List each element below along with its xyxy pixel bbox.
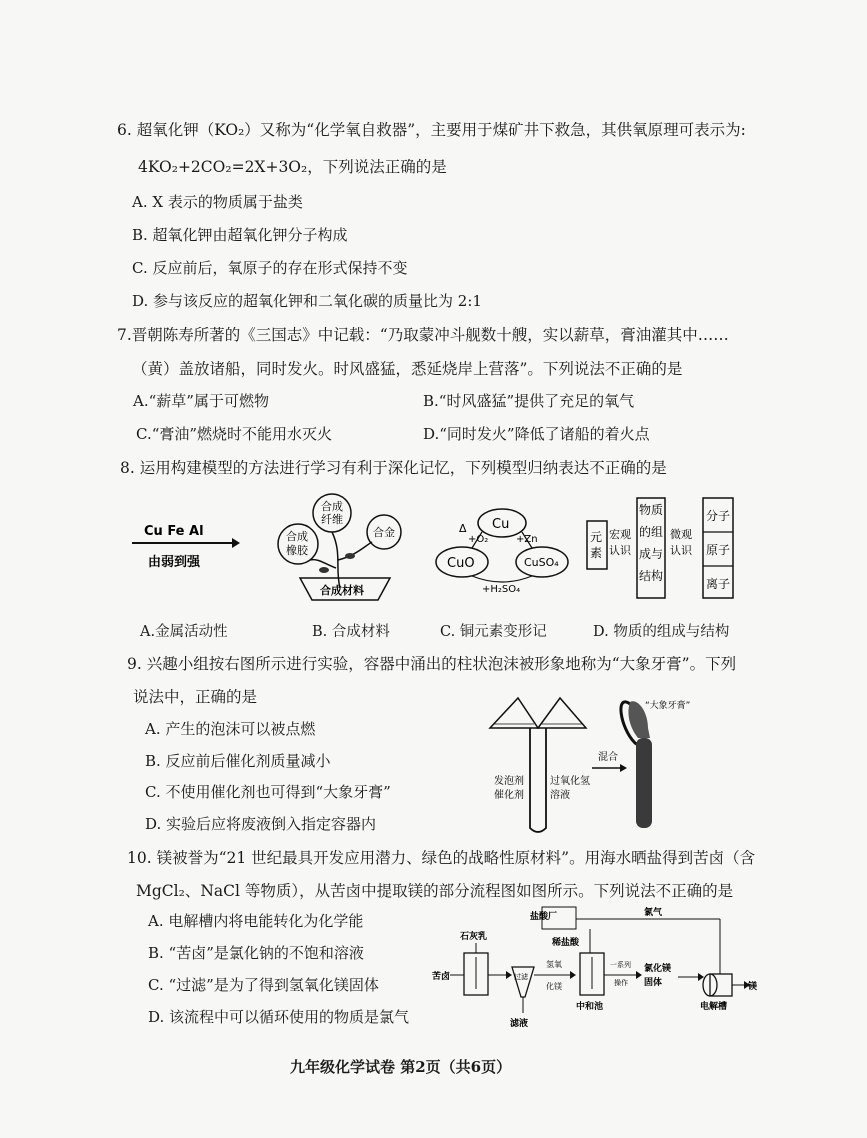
o2-label: +O₂ [468, 534, 489, 545]
svg-text:催化剂: 催化剂 [494, 790, 524, 801]
q8-models-figure [120, 488, 760, 613]
svg-text:溶液: 溶液 [550, 790, 570, 801]
q7-option-a: A.“薪草”属于可燃物 [133, 392, 269, 410]
q9-stem-line1: 9. 兴趣小组按右图所示进行实验，容器中涌出的柱状泡沫被形象地称为“大象牙膏”。下列 [127, 655, 737, 673]
svg-text:镁: 镁 [748, 982, 758, 992]
particle-atom: 原子 [706, 543, 731, 557]
q10-stem-line1: 10. 镁被誉为“21 世纪最具开发应用潜力、绿色的战略性原材料”。用海水晒盐得到苦卤（含 [127, 849, 756, 867]
particle-molecule: 分子 [706, 509, 731, 523]
fig-catalyst-label: 发泡剂 [494, 776, 524, 787]
q6-equation: 4KO₂+2CO₂=2X+3O₂，下列说法正确的是 [138, 158, 447, 176]
svg-text:电解槽: 电解槽 [700, 1002, 728, 1012]
page-footer: 九年级化学试卷 第2页（共6页） [290, 1058, 512, 1076]
model-a-caption: 由弱到强 [148, 555, 201, 570]
svg-text:一系列: 一系列 [610, 961, 631, 969]
q6-stem: 6. 超氧化钾（KO₂）又称为“化学氧自救器”，主要用于煤矿井下救急，其供氧原理可表示为: [117, 121, 746, 139]
svg-text:氯化镁: 氯化镁 [644, 964, 672, 974]
q9-option-b: B. 反应前后催化剂质量减小 [145, 752, 331, 770]
svg-text:中和池: 中和池 [576, 1002, 604, 1012]
q10-option-c: C. “过滤”是为了得到氢氧化镁固体 [148, 976, 379, 994]
svg-text:结构: 结构 [639, 569, 664, 583]
q8-caption-b: B. 合成材料 [312, 624, 390, 640]
q9-stem-line2: 说法中，正确的是 [133, 688, 258, 706]
model-a-metals: Cu Fe Al [144, 524, 204, 539]
h2so4-label: +H₂SO₄ [482, 584, 521, 595]
q10-option-a: A. 电解槽内将电能转化为化学能 [148, 912, 364, 930]
svg-text:成与: 成与 [639, 547, 664, 561]
svg-text:物质: 物质 [639, 503, 664, 517]
svg-text:纤维: 纤维 [321, 513, 343, 526]
svg-text:滤液: 滤液 [510, 1019, 529, 1029]
model-a-metal-activity [132, 524, 240, 570]
q8-caption-d: D. 物质的组成与结构 [593, 624, 730, 640]
heat-symbol: Δ [459, 522, 467, 535]
cuso4-label: CuSO₄ [524, 556, 559, 569]
particle-ion: 离子 [706, 577, 731, 591]
q7-stem-line1: 7.晋朝陈寿所著的《三国志》中记载：“乃取蒙冲斗舰数十艘，实以薪草，膏油灌其中…… [117, 326, 729, 344]
q7-option-c: C.“膏油”燃烧时不能用水灭火 [136, 425, 333, 443]
svg-text:固体: 固体 [644, 978, 663, 988]
svg-text:石灰乳: 石灰乳 [460, 932, 488, 942]
svg-text:合成材料: 合成材料 [320, 584, 364, 597]
svg-text:合金: 合金 [373, 526, 395, 539]
q7-option-b: B.“时风盛猛”提供了充足的氧气 [423, 392, 635, 410]
svg-text:橡胶: 橡胶 [286, 544, 308, 557]
cuo-label: CuO [447, 556, 475, 571]
svg-text:素: 素 [590, 546, 603, 560]
svg-text:盐酸厂: 盐酸厂 [530, 912, 558, 922]
svg-text:认识: 认识 [670, 544, 692, 557]
model-b-synthetic-materials [278, 494, 401, 600]
zn-label: +Zn [516, 534, 538, 545]
fig-foam-label: “大象牙膏” [645, 701, 691, 711]
svg-text:操作: 操作 [614, 979, 628, 987]
q10-option-b: B. “苦卤”是氯化钠的不饱和溶液 [148, 944, 364, 962]
cu-label: Cu [492, 517, 510, 532]
q10-stem-line2: MgCl₂、NaCl 等物质），从苦卤中提取镁的部分流程图如图所示。下列说法不正确的是 [136, 882, 734, 900]
svg-text:化镁: 化镁 [546, 982, 562, 991]
model-c-copper-cycle [436, 509, 568, 595]
svg-text:过氧化氢: 过氧化氢 [550, 776, 590, 787]
svg-text:认识: 认识 [609, 544, 631, 557]
q10-option-d: D. 该流程中可以循环使用的物质是氯气 [148, 1008, 410, 1026]
svg-text:合成: 合成 [286, 530, 308, 543]
svg-text:氯气: 氯气 [644, 908, 663, 918]
svg-text:稀盐酸: 稀盐酸 [552, 938, 580, 948]
q9-option-d: D. 实验后应将废液倒入指定容器内 [145, 815, 377, 833]
q10-magnesium-flowchart [430, 905, 760, 1035]
q7-stem-line2: （黄）盖放诸船，同时发火。时风盛猛，悉延烧岸上营落”。下列说法不正确的是 [132, 360, 683, 378]
q6-option-c: C. 反应前后，氧原子的存在形式保持不变 [132, 259, 408, 277]
q8-stem: 8. 运用构建模型的方法进行学习有利于深化记忆，下列模型归纳表达不正确的是 [120, 459, 667, 477]
model-d-composition [587, 498, 733, 598]
q8-caption-c: C. 铜元素变形记 [440, 624, 547, 640]
fig-mix-label: 混合 [598, 752, 618, 763]
q9-option-a: A. 产生的泡沫可以被点燃 [145, 720, 316, 738]
svg-text:的组: 的组 [639, 525, 664, 539]
svg-text:过滤: 过滤 [514, 973, 528, 981]
q9-elephant-toothpaste-figure [480, 688, 710, 836]
q6-option-b: B. 超氧化钾由超氧化钾分子构成 [132, 226, 348, 244]
svg-text:宏观: 宏观 [609, 528, 631, 541]
q6-option-a: A. X 表示的物质属于盐类 [132, 193, 303, 211]
svg-text:微观: 微观 [670, 528, 692, 541]
svg-text:合成: 合成 [321, 500, 343, 513]
svg-text:氢氧: 氢氧 [546, 960, 562, 969]
svg-text:元: 元 [590, 530, 603, 544]
q9-option-c: C. 不使用催化剂也可得到“大象牙膏” [145, 783, 391, 801]
q6-option-d: D. 参与该反应的超氧化钾和二氧化碳的质量比为 2:1 [132, 292, 482, 310]
q7-option-d: D.“同时发火”降低了诸船的着火点 [423, 425, 650, 443]
q8-caption-a: A.金属活动性 [140, 624, 228, 640]
svg-text:苦卤: 苦卤 [432, 972, 451, 982]
